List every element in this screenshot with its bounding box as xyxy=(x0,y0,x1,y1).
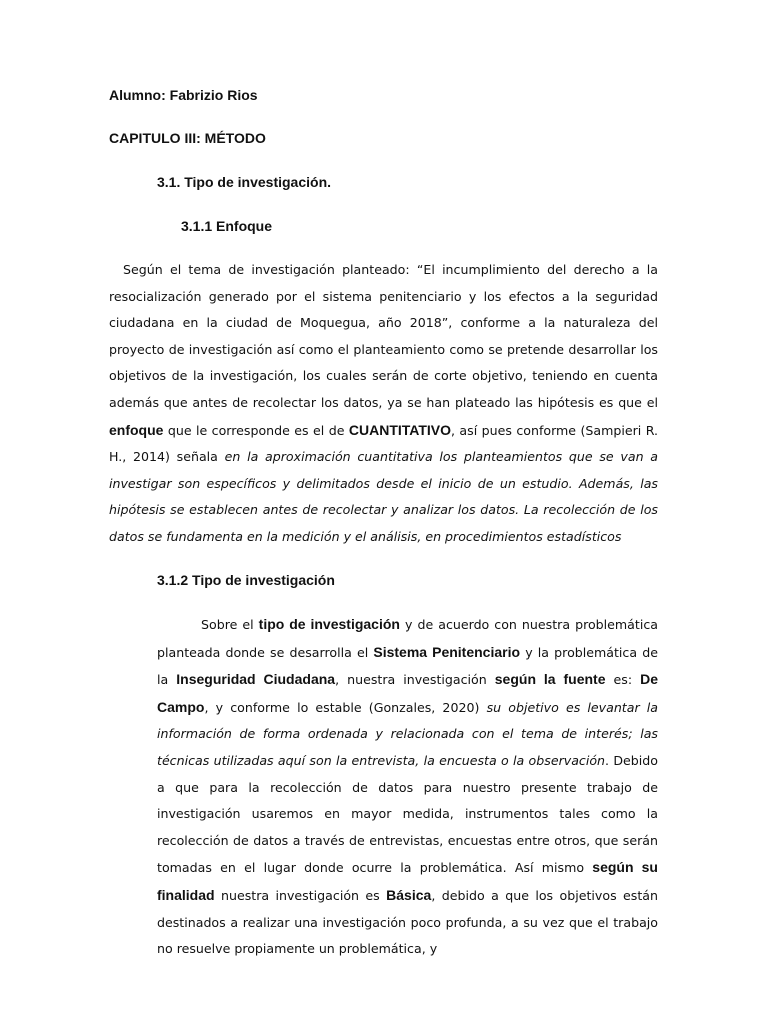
paragraph-text: y de acuerdo con nuestra problemática planteada donde se desarrolla el xyxy=(157,617,658,660)
subsection-heading-tipo: 3.1.2 Tipo de investigación xyxy=(157,572,335,588)
bold-term: según su finalidad xyxy=(157,859,658,903)
paragraph-text: , nuestra investigación xyxy=(335,672,495,688)
bold-term: Inseguridad Ciudadana xyxy=(176,671,336,688)
paragraph-text: Según el tema de investigación planteado: “El incumplimiento del derecho a la resocialización generado por el sistema penitenciario y los efectos a la seguridad ciudadana en la ciudad de Moquegua, año 2018”, conforme a la naturaleza del proyecto de investigación así como el planteamiento como se pretende desarrollar los objetivos de la investigación, los cuales serán de corte objetivo, teniendo en cuenta además que antes de recolectar los datos, ya se han plateado las hipótesis es que el xyxy=(109,262,658,410)
bold-term: CUANTITATIVO xyxy=(348,421,452,438)
section-heading: 3.1. Tipo de investigación. xyxy=(157,174,332,190)
paragraph-text: , y conforme lo estable (Gonzales, 2020) xyxy=(204,699,487,715)
paragraph-text: Sobre el xyxy=(201,617,259,632)
chapter-title: CAPITULO III: MÉTODO xyxy=(109,130,266,146)
bold-term: De Campo xyxy=(157,671,659,715)
bold-term: según la fuente xyxy=(494,671,606,688)
paragraph-text: , debido a que los objetivos están destinados a realizar una investigación poco profunda, a su vez que el trabajo no resuelve propiamente un problemática, y xyxy=(157,887,658,957)
paragraph-text: es: xyxy=(605,672,641,688)
paragraph-text: y la problemática de la xyxy=(157,644,658,688)
italic-quote: su objetivo es levantar la información de forma ordenada y relacionada con el tema de interés; las técnicas utilizadas aquí son la entrevista, la encuesta o la observación xyxy=(157,699,659,768)
paragraph-enfoque xyxy=(109,257,658,551)
bold-term: Sistema Penitenciario xyxy=(373,643,521,660)
student-name: Alumno: Fabrizio Rios xyxy=(109,87,258,103)
italic-quote: en la aproximación cuantitativa los planteamientos que se van a investigar son específicos y delimitados desde el inicio de un estudio. Además, las hipótesis se establecen antes de recolectar y analizar los datos. La recolección de los datos se fundamenta en la medición y el análisis, en procedimientos estadísticos xyxy=(109,449,659,544)
paragraph-tipo xyxy=(157,611,658,963)
paragraph-text: que le corresponde es el de xyxy=(163,422,349,438)
subsection-heading-enfoque: 3.1.1 Enfoque xyxy=(181,218,273,234)
bold-term: tipo de investigación xyxy=(258,616,400,632)
bold-term: Básica xyxy=(386,886,432,903)
paragraph-text: nuestra investigación es xyxy=(214,887,387,903)
bold-term: enfoque xyxy=(109,421,164,438)
paragraph-text: , así pues conforme (Sampieri R. H., 2014) señala xyxy=(109,422,659,465)
paragraph-text: . Debido a que para la recolección de datos para nuestro presente trabajo de investigación usaremos en mayor medida, instrumentos tales como la recolección de datos a través de entrevistas, encuestas entre otros, que serán tomadas en el lugar donde ocurre la problemática. Así mismo xyxy=(157,752,658,876)
